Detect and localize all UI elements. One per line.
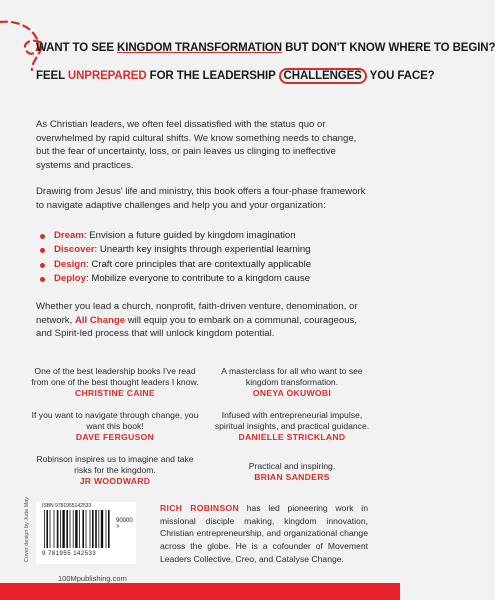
list-item	[40, 229, 370, 243]
endorsement	[30, 366, 200, 398]
phase-text: : Unearth key insights through experiential learning	[94, 244, 311, 256]
barcode-number: 9 781955 142533	[42, 551, 97, 557]
endorsement-quote: Robinson inspires us to imagine and take risks for the kingdom.	[36, 454, 194, 476]
endorsement	[30, 454, 200, 486]
closing-text: Whether you lead a church, nonprofit, faith-driven venture, denomination, or network,	[36, 301, 358, 326]
intro-paragraph: As Christian leaders, we often feel dissatisfied with the status quo or overwhelmed by rapid cultural shifts. We know something needs to change, but the fear of uncertainty, loss, or pain leaves us clinging to ineffective systems and practices.	[36, 119, 357, 171]
endorsement-quote: If you want to navigate through change, you want this book!	[31, 410, 199, 432]
publisher-website[interactable]: 100Mpublishing.com	[58, 574, 127, 583]
endorsement	[212, 461, 372, 482]
headline-text: BUT DON'T KNOW WHERE TO BEGIN?	[281, 42, 495, 54]
book-title: All Change	[74, 314, 126, 326]
endorsement-name: BRIAN SANDERS	[254, 472, 330, 483]
closing-paragraph	[36, 300, 368, 341]
red-dashed-curve-icon	[0, 0, 120, 70]
headline-circled-word: CHALLENGES	[279, 68, 367, 84]
headline-text: FEEL	[36, 70, 68, 82]
endorsement-name: DANIELLE STRICKLAND	[238, 432, 346, 443]
phase-term: Deploy	[54, 272, 86, 284]
list-item	[40, 272, 370, 286]
endorsement	[212, 366, 372, 398]
list-item	[40, 258, 370, 272]
framework-paragraph: Drawing from Jesus' life and ministry, this book offers a four-phase framework to navigate adaptive challenges and help you and your organization:	[36, 186, 366, 211]
phases-list	[40, 229, 370, 286]
endorsement-quote: One of the best leadership books I've read from one of the best thought leaders I know.	[31, 366, 199, 388]
endorsement-name: DAVE FERGUSON	[75, 432, 155, 443]
endorsement-name: JR WOODWARD	[79, 476, 151, 487]
endorsement-quote: Infused with entrepreneurial impulse, spiritual insights, and practical guidance.	[214, 410, 370, 432]
author-name: RICH ROBINSON	[160, 503, 239, 513]
barcode-bars-icon	[44, 510, 118, 548]
endorsement-quote: Practical and inspiring.	[248, 461, 336, 471]
list-item	[40, 243, 370, 257]
phase-term: Design	[54, 258, 86, 270]
headline-emphasis: UNPREPARED	[67, 70, 147, 82]
phase-term: Discover	[54, 244, 95, 256]
bio-text: has led pioneering work in missional disciple making, kingdom innovation, Christian entrepreneurship, and organizational change across the globe. He is a cofounder of Movement Leaders Collective, Creo, and Catalyse Change.	[160, 503, 368, 564]
cover-credit: Cover design by Jude May	[24, 496, 30, 562]
endorsement-name: CHRISTINE CAINE	[75, 388, 155, 399]
headline-text: YOU FACE?	[366, 70, 435, 82]
barcode-addon: 90000 >	[116, 518, 133, 530]
phase-text: : Envision a future guided by kingdom imagination	[83, 230, 296, 241]
headline-text: WANT TO SEE	[36, 42, 118, 54]
phase-text: : Craft core principles that are contextually applicable	[86, 258, 312, 270]
phase-text: : Mobilize everyone to contribute to a kingdom cause	[86, 272, 310, 284]
headline-line-1	[36, 42, 495, 54]
phase-term: Dream	[54, 230, 84, 241]
endorsement	[206, 410, 378, 442]
footer-band	[0, 583, 400, 600]
isbn-label: ISBN 9781955142533	[42, 503, 92, 509]
endorsement-quote: A masterclass for all who want to see kingdom transformation.	[221, 366, 363, 388]
closing-text: will equip you to embark on a communal, courageous, and Spirit-led process that will unlock kingdom potential.	[36, 314, 358, 339]
barcode	[36, 502, 136, 564]
headline-text: FOR THE LEADERSHIP	[146, 70, 279, 82]
headline-emphasis: KINGDOM TRANSFORMATION	[117, 42, 282, 54]
headline-line-2	[36, 70, 435, 82]
endorsement	[30, 410, 200, 442]
author-bio	[160, 502, 368, 566]
endorsement-name: ONEYA OKUWOBI	[252, 388, 332, 399]
